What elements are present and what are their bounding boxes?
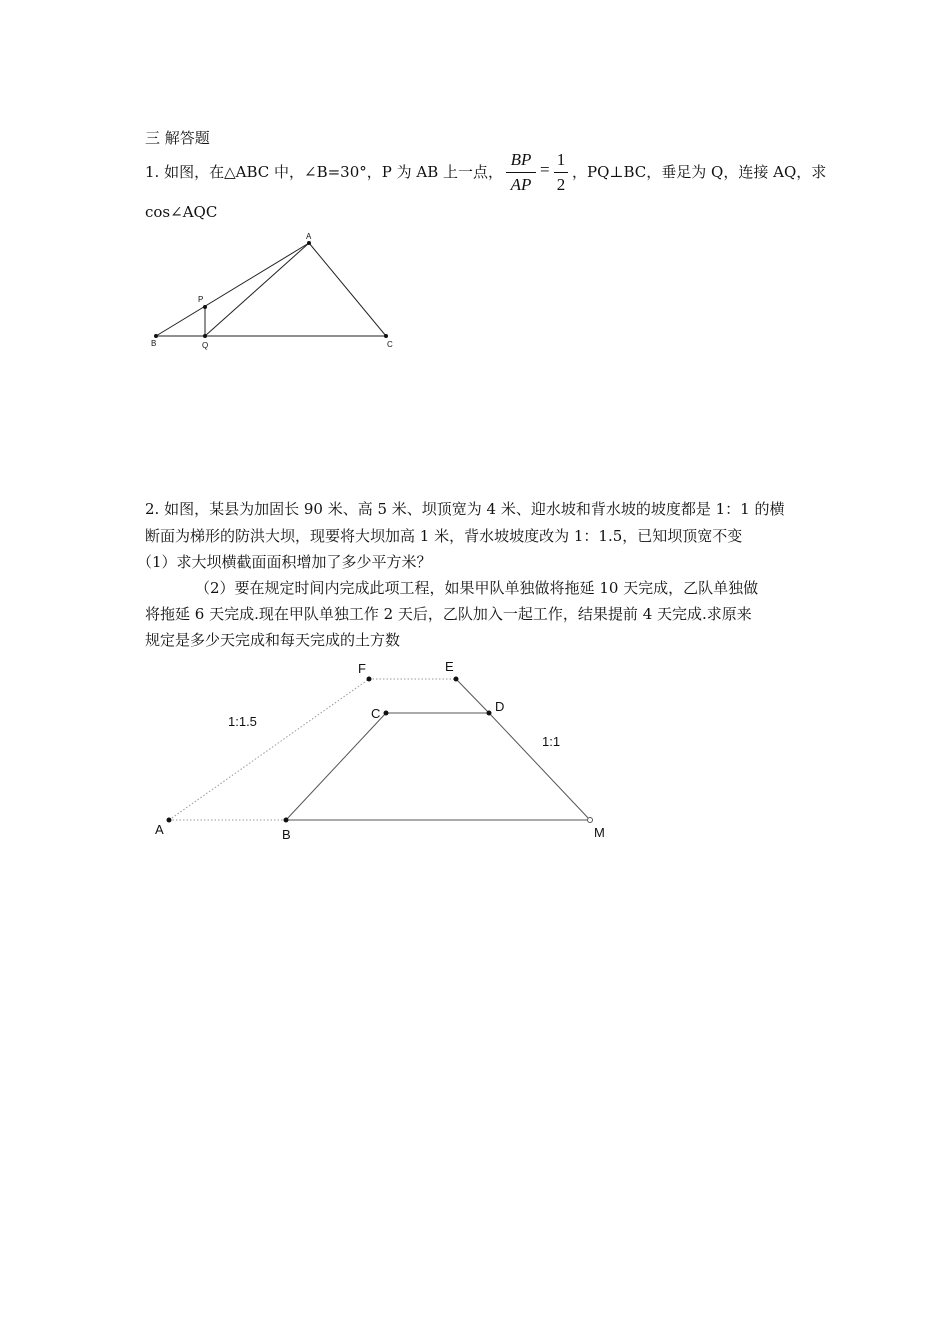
segment-bc [286,713,386,820]
segment-ed [456,679,489,713]
label-q: Q [202,341,209,350]
point-e [454,677,459,682]
q2-text-line2: 断面为梯形的防洪大坝，现要将大坝加高 1 米，背水坡坡度改为 1：1.5，已知坝顶宽不变 [145,527,743,545]
segment-dm [489,713,590,820]
fraction-numerator: 1 [556,150,566,169]
label-c: C [371,706,381,721]
point-d [487,711,492,716]
point-a [307,241,311,245]
segment-ac [309,243,386,336]
segment-aq [205,243,309,336]
label-p: P [198,295,204,304]
point-c [384,334,388,338]
point-c [384,711,389,716]
q1-equals-sign: = [540,160,550,179]
label-b: B [151,339,157,348]
q2-text-line4: （2）要在规定时间内完成此项工程，如果甲队单独做将拖延 10 天完成，乙队单独做 [195,579,759,597]
label-d: D [495,699,505,714]
label-a: A [306,232,312,241]
label-c: C [387,340,393,349]
segment-ba [156,243,309,336]
fraction-denominator: AP [510,175,532,194]
dashed-segment-af [169,679,369,820]
point-f [367,677,372,682]
q2-text-line5: 将拖延 6 天完成.现在甲队单独工作 2 天后，乙队加入一起工作，结果提前 4 天完成.求原来 [145,605,752,623]
point-b [154,334,158,338]
fraction-bar [554,172,568,173]
label-f: F [358,661,366,676]
fraction-denominator: 2 [556,175,566,194]
point-m [588,818,593,823]
point-q [203,334,207,338]
q2-text-line3: （1）求大坝横截面面积增加了多少平方米？ [137,553,432,571]
q1-fraction-bp-ap [506,150,536,195]
q2-text-line1: 2. 如图，某县为加固长 90 米、高 5 米、坝顶宽为 4 米、迎水坡和背水坡的坡度都是 1：1 的横 [145,500,785,518]
slope-label-right: 1:1 [542,734,561,749]
q2-text-line6: 规定是多少天完成和每天完成的土方数 [145,631,401,649]
point-a [167,818,172,823]
label-m: M [594,825,605,840]
section-title: 三 解答题 [145,129,210,147]
q1-fraction-one-half [554,150,568,195]
q1-text-before: 1. 如图，在△ABC 中，∠B=30°，P 为 AB 上一点， [145,163,503,181]
fraction-bar [506,172,536,173]
label-e: E [445,659,454,674]
fraction-numerator: BP [510,150,532,169]
q2-dam-figure [155,659,605,842]
q1-text-line2: cos∠AQC [145,203,218,221]
label-b: B [282,827,291,842]
point-b [284,818,289,823]
point-p [203,305,207,309]
slope-label-left: 1:1.5 [228,714,257,729]
label-a: A [155,822,164,837]
q1-text-after: ，PQ⊥BC，垂足为 Q，连接 AQ，求 [572,163,827,181]
